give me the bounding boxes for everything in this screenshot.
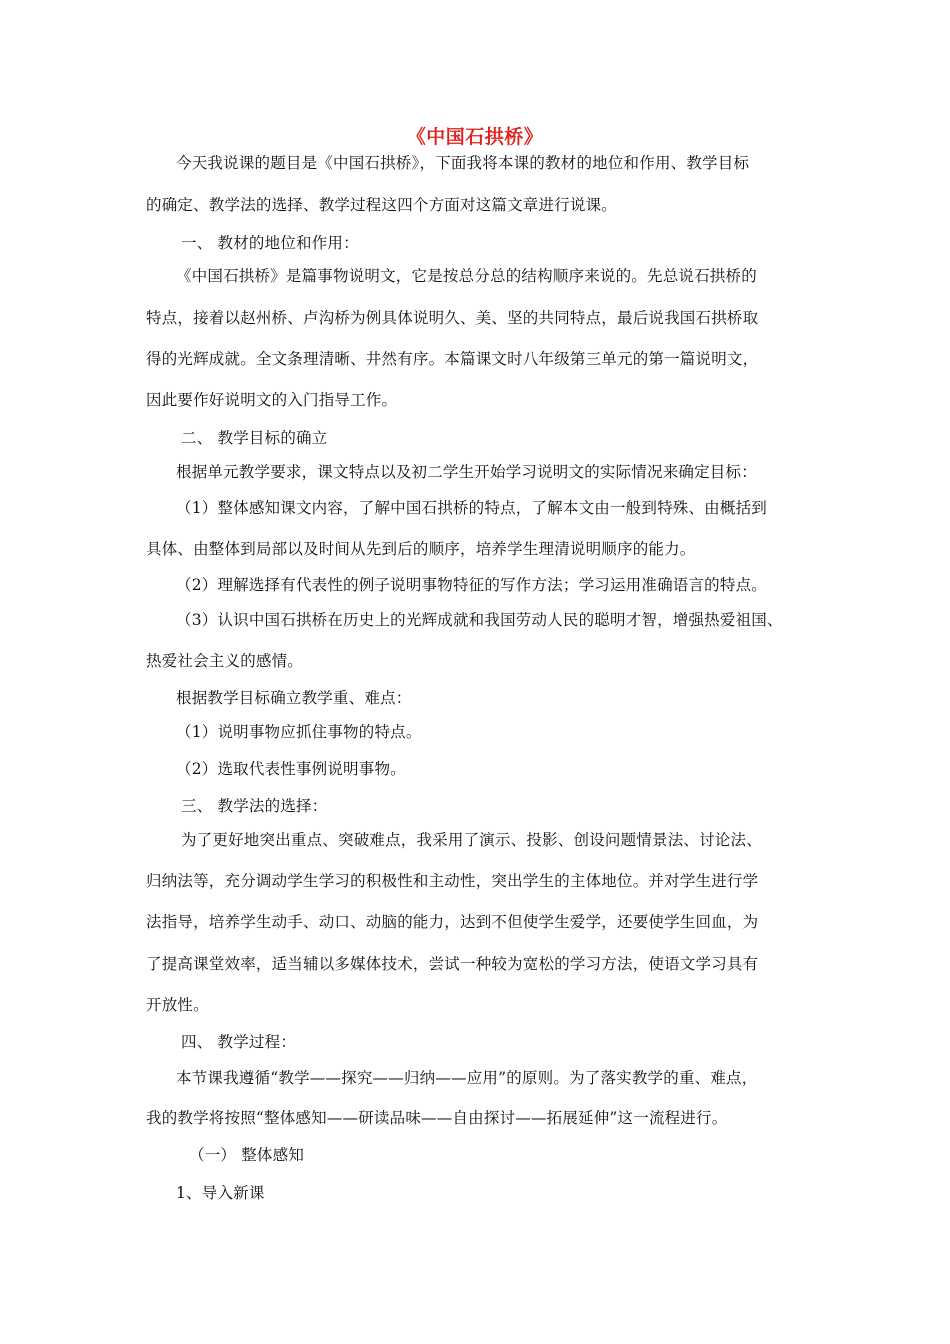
list-item: （2）理解选择有代表性的例子说明事物特征的写作方法；学习运用准确语言的特点。 bbox=[176, 576, 767, 594]
paragraph-line: 特点，接着以赵州桥、卢沟桥为例具体说明久、美、坚的共同特点，最后说我国石拱桥取 bbox=[146, 309, 759, 327]
list-item: （2）选取代表性事例说明事物。 bbox=[176, 760, 406, 778]
paragraph-line: 因此要作好说明文的入门指导工作。 bbox=[146, 391, 398, 409]
section-heading: 二、 教学目标的确立 bbox=[181, 429, 328, 447]
subsection-heading: （一） 整体感知 bbox=[189, 1146, 305, 1164]
section-heading: 四、 教学过程： bbox=[181, 1033, 297, 1051]
paragraph-line: 具体、由整体到局部以及时间从先到后的顺序，培养学生理清说明顺序的能力。 bbox=[146, 540, 696, 558]
paragraph-line: 的确定、教学法的选择、教学过程这四个方面对这篇文章进行说课。 bbox=[146, 196, 618, 214]
document-title: 《中国石拱桥》 bbox=[406, 126, 544, 148]
paragraph-line: 今天我说课的题目是《中国石拱桥》，下面我将本课的教材的地位和作用、教学目标 bbox=[176, 154, 750, 172]
section-heading: 三、 教学法的选择： bbox=[181, 797, 328, 815]
paragraph-line: 了提高课堂效率，适当辅以多媒体技术，尝试一种较为宽松的学习方法，使语文学习具有 bbox=[146, 955, 759, 973]
list-item: （3）认识中国石拱桥在历史上的光辉成就和我国劳动人民的聪明才智，增强热爱祖国、 bbox=[176, 611, 783, 629]
paragraph-line: 根据单元教学要求，课文特点以及初二学生开始学习说明文的实际情况来确定目标： bbox=[176, 463, 757, 481]
list-item: （1）整体感知课文内容，了解中国石拱桥的特点，了解本文由一般到特殊、由概括到 bbox=[176, 499, 767, 517]
paragraph-line: 热爱社会主义的感情。 bbox=[146, 652, 304, 670]
paragraph-line: 得的光辉成就。全文条理清晰、井然有序。本篇课文时八年级第三单元的第一篇说明文， bbox=[146, 350, 759, 368]
paragraph-line: 我的教学将按照“整体感知——研读品味——自由探讨——拓展延伸”这一流程进行。 bbox=[146, 1109, 728, 1127]
paragraph-line: 归纳法等，充分调动学生学习的积极性和主动性，突出学生的主体地位。并对学生进行学 bbox=[146, 872, 759, 890]
section-heading: 一、 教材的地位和作用： bbox=[181, 234, 359, 252]
paragraph-line: 法指导，培养学生动手、动口、动脑的能力，达到不但使学生爱学，还要使学生回血，为 bbox=[146, 913, 759, 931]
list-item: （1）说明事物应抓住事物的特点。 bbox=[176, 723, 422, 741]
paragraph-line: 开放性。 bbox=[146, 996, 209, 1014]
paragraph-line: 为了更好地突出重点、突破难点，我采用了演示、投影、创设问题情景法、讨论法、 bbox=[181, 831, 762, 849]
paragraph-line: 《中国石拱桥》是篇事物说明文，它是按总分总的结构顺序来说的。先总说石拱桥的 bbox=[176, 267, 757, 285]
subsection-item: 1、导入新课 bbox=[176, 1184, 265, 1202]
paragraph-line: 根据教学目标确立教学重、难点： bbox=[176, 689, 412, 707]
paragraph-line: 本节课我遵循“教学——探究——归纳——应用”的原则。为了落实教学的重、难点， bbox=[176, 1069, 758, 1087]
